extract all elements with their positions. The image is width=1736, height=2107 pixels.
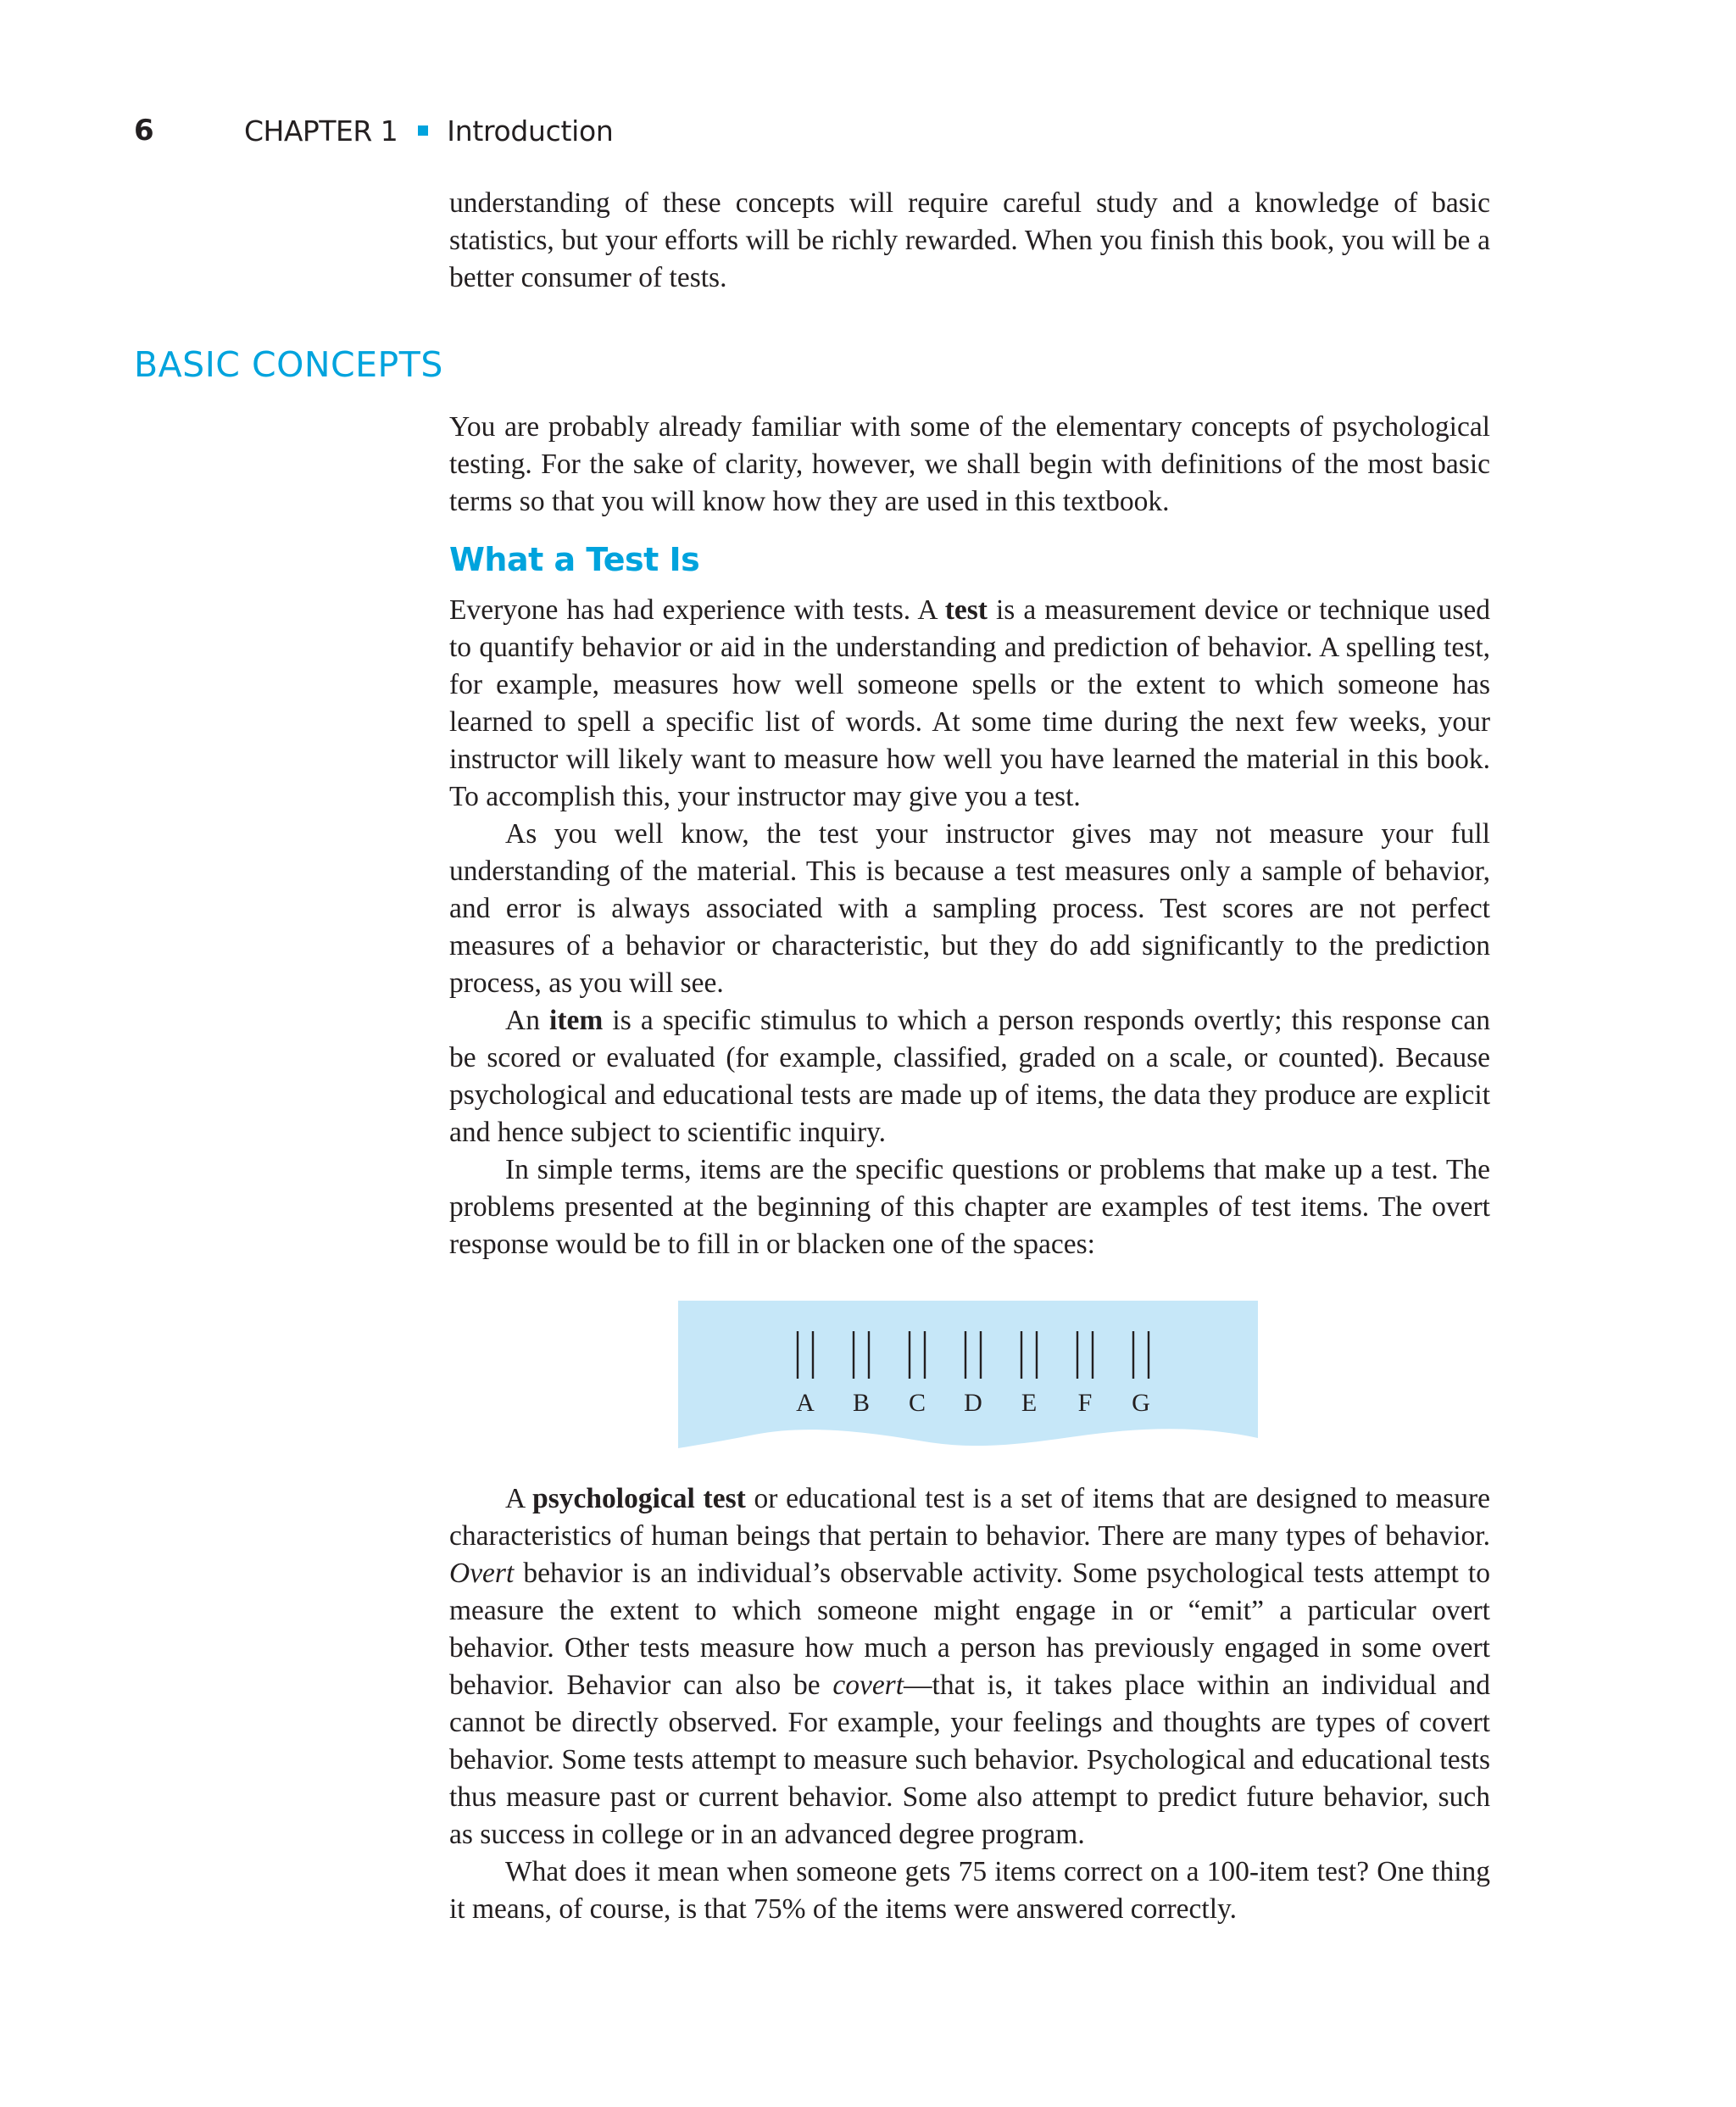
term-overt: Overt [449, 1558, 515, 1589]
page-number: 6 [134, 114, 154, 148]
bubble-letter: B [852, 1389, 871, 1417]
bubble-letter: A [796, 1389, 815, 1417]
text-run: behavior is an individual’s observable activity. Some psychological tests attempt to measure the extent to which someone might engage in or “emit” a particular overt behavior. Other tests measure how much a person has previously engaged in some overt behavior. Behavior can also be [449, 1558, 1490, 1701]
bubble-letter: G [1132, 1389, 1150, 1417]
text-run: An [505, 1005, 550, 1036]
answer-sheet-figure [678, 1301, 1258, 1452]
text-run: A [505, 1483, 533, 1514]
text-run: —that is, it takes place within an individual and cannot be directly observed. For example, your feelings and thoughts are types of covert behavior. Some tests attempt to measure such behavior. Psychological and educational tests thus measure past or current behavior. Some also attempt to predict future behavior, such as success in college or in an advanced degree program. [449, 1669, 1491, 1850]
basic-concepts-paragraph: You are probably already familiar with some of the elementary concepts of psychological testing. For the sake of clarity, however, we shall begin with definitions of the most basic terms so that you will know how they are used in this textbook. [449, 411, 1490, 517]
text-run: is a measurement device or technique used to quantify behavior or aid in the understanding and prediction of behavior. A spelling test, for example, measures how well someone spells or the extent to which someone has learned to spell a specific list of words. At some time during the next few weeks, your instructor will likely want to measure how well you have learned the material in this book. To accomplish this, your instructor may give you a test. [449, 594, 1490, 812]
subheading-what-a-test-is: What a Test Is [449, 541, 700, 578]
intro-paragraph: understanding of these concepts will require careful study and a knowledge of basic statistics, but your efforts will be richly rewarded. When you finish this book, you will be a better consumer of tests. [449, 187, 1490, 293]
paragraph-item-definition [449, 1002, 1490, 1151]
paragraph-items-example: In simple terms, items are the specific questions or problems that make up a test. The problems presented at the beginning of this chapter are examples of test items. The overt response would be to fill in or blacken one of the spaces: [449, 1154, 1490, 1260]
bubble-letter: F [1077, 1389, 1093, 1417]
bubble-letter: C [908, 1389, 926, 1417]
paragraph-psychological-test-definition [449, 1480, 1490, 1853]
term-test: test [944, 594, 988, 626]
paragraph-test-definition [449, 592, 1490, 816]
text-run: or educational test is a set of items that are designed to measure characteristics of human beings that pertain to behavior. There are many types of behavior. [449, 1483, 1490, 1552]
section-heading-basic-concepts: BASIC CONCEPTS [134, 344, 443, 385]
text-run: Everyone has had experience with tests. A [449, 594, 945, 626]
bubble-letter: D [964, 1389, 982, 1417]
text-run: is a specific stimulus to which a person responds overtly; this response can be scored or evaluated (for example, classified, graded on a scale, or counted). Because psychological and educational tests are made up of items, the data they produce are explicit and hence subject to scientific inquiry. [449, 1005, 1490, 1148]
running-head [134, 109, 614, 153]
term-item: item [549, 1005, 604, 1036]
chapter-label: CHAPTER 1 [244, 114, 398, 148]
paragraph-test-sample: As you well know, the test your instructor gives may not measure your full understanding of the material. This is because a test measures only a sample of behavior, and error is always associated with a sampling process. Test scores are not perfect measures of a behavior or characteristic, but they do add significantly to the prediction process, as you will see. [449, 818, 1490, 999]
separator-square-icon [418, 125, 428, 136]
bubble-letter: E [1021, 1389, 1038, 1417]
intro-block [449, 185, 1490, 297]
term-covert: covert [832, 1669, 904, 1701]
chapter-title: Introduction [447, 114, 614, 148]
figure-background [678, 1301, 1258, 1448]
basic-concepts-block [449, 409, 1490, 521]
term-psychological-test: psychological test [532, 1483, 746, 1514]
answer-sheet-svg [678, 1301, 1258, 1452]
psychological-test-block [449, 1480, 1490, 1928]
paragraph-test-score-meaning: What does it mean when someone gets 75 items correct on a 100-item test? One thing it means, of course, is that 75% of the items were answered correctly. [449, 1856, 1490, 1925]
what-a-test-is-block [449, 592, 1490, 1263]
